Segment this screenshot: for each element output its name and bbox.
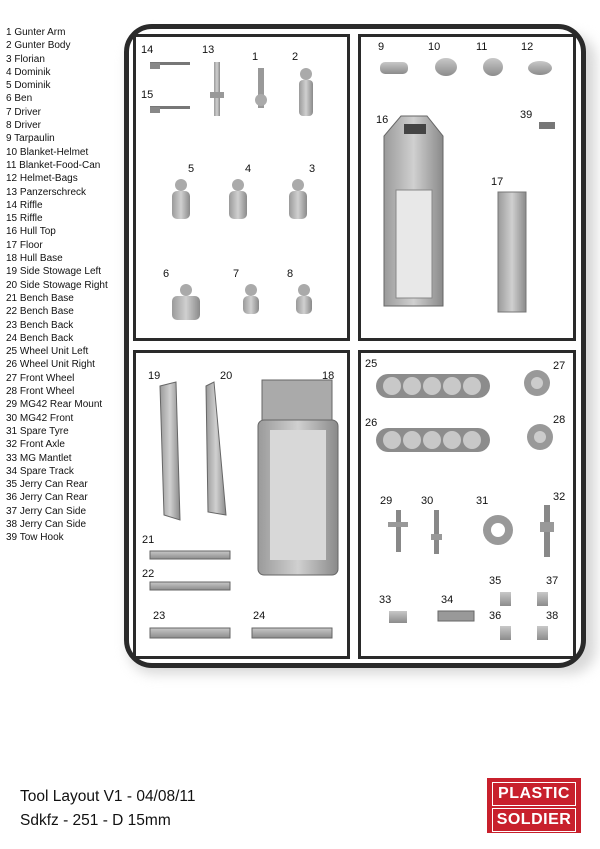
part-number-38: 38 [546,610,559,622]
figure-1-arm [255,68,267,108]
part-number-7: 7 [233,268,240,280]
part-number-17: 17 [491,176,504,188]
mg42-front-30 [431,510,442,554]
parts-list-item: 31 Spare Tyre [6,425,69,437]
part-number-34: 34 [441,594,454,606]
part-number-4: 4 [245,163,252,175]
figure-5 [172,179,190,219]
blanket-food-can-11 [483,58,503,76]
parts-list-item: 23 Bench Back [6,319,74,331]
parts-list-item: 37 Jerry Can Side [6,505,87,517]
front-axle-32 [540,505,554,557]
parts-list-item: 8 Driver [6,120,42,132]
bench-back-23 [150,628,230,638]
parts-list-item: 27 Front Wheel [6,372,75,384]
part-number-37: 37 [546,575,559,587]
wheel-unit-26 [376,428,490,452]
parts-list-item: 10 Blanket-Helmet [6,146,89,158]
parts-list-item: 25 Wheel Unit Left [6,346,89,358]
plastic-soldier-logo [487,778,581,833]
figure-8 [296,284,312,314]
parts-list-item: 19 Side Stowage Left [6,266,102,278]
figure-7 [243,284,259,314]
wheel-unit-25 [376,374,490,398]
jerry-can-38 [537,626,548,640]
parts-list-item: 7 Driver [6,106,42,118]
part-number-5: 5 [188,163,195,175]
part-number-39: 39 [520,109,533,121]
logo-line-2: SOLDIER [492,808,576,832]
part-number-8: 8 [287,268,294,280]
part-number-10: 10 [428,41,441,53]
parts-list-item: 13 Panzerschreck [6,186,87,198]
part-number-31: 31 [476,495,489,507]
part-number-19: 19 [148,370,161,382]
hull-base-18 [258,380,338,575]
parts-list-item: 12 Helmet-Bags [6,173,78,185]
parts-list-item: 22 Bench Base [6,306,74,318]
parts-list-item: 20 Side Stowage Right [6,279,108,291]
parts-list-item: 3 Florian [6,53,45,65]
bench-base-21 [150,551,230,559]
bench-back-24 [252,628,332,638]
jerry-can-37 [537,592,548,606]
part-number-20: 20 [220,370,233,382]
parts-list-item: 18 Hull Base [6,253,63,265]
part-number-3: 3 [309,163,316,175]
part-number-13: 13 [202,44,215,56]
side-stowage-20 [206,382,226,515]
blanket-helmet-10 [435,58,457,76]
part-number-2: 2 [292,51,299,63]
parts-list-item: 29 MG42 Rear Mount [6,399,103,411]
part-number-21: 21 [142,534,155,546]
part-number-30: 30 [421,495,434,507]
part-number-33: 33 [379,594,392,606]
parts-list-item: 39 Tow Hook [6,532,64,544]
figure-4 [229,179,247,219]
bench-base-22 [150,582,230,590]
spare-tyre-31 [483,515,513,545]
parts-list-item: 33 MG Mantlet [6,452,72,464]
part-number-12: 12 [521,41,534,53]
front-wheel-28 [527,424,553,450]
parts-list-item: 6 Ben [6,93,33,105]
parts-list-item: 11 Blanket-Food-Can [6,159,101,171]
part-number-32: 32 [553,491,566,503]
jerry-can-35 [500,592,511,606]
side-stowage-19 [160,382,180,520]
parts-list-item: 26 Wheel Unit Right [6,359,95,371]
parts-list-item: 30 MG42 Front [6,412,74,424]
parts-list-item: 14 Riffle [6,199,43,211]
hull-top-16 [384,116,443,306]
parts-list-item: 32 Front Axle [6,439,65,451]
parts-list-item: 34 Spare Track [6,465,74,477]
part-number-15: 15 [141,89,154,101]
mg42-rear-mount-29 [388,510,408,552]
parts-list-item: 17 Floor [6,239,43,251]
parts-list-item: 4 Dominik [6,66,51,78]
parts-list-item: 15 Riffle [6,213,43,225]
part-number-24: 24 [253,610,266,622]
part-number-9: 9 [378,41,385,53]
floor-17 [498,192,526,312]
part-number-35: 35 [489,575,502,587]
part-number-16: 16 [376,114,389,126]
part-number-25: 25 [365,358,378,370]
part-number-29: 29 [380,495,393,507]
part-number-27: 27 [553,360,566,372]
parts-list-item: 24 Bench Back [6,332,74,344]
part-number-22: 22 [142,568,155,580]
jerry-can-36 [500,626,511,640]
parts-list-item: 2 Gunter Body [6,40,71,52]
tarpaulin-9 [380,62,408,74]
figure-2 [299,68,313,116]
part-number-23: 23 [153,610,166,622]
part-number-26: 26 [365,417,378,429]
parts-list-item: 1 Gunter Arm [6,27,66,38]
part-number-18: 18 [322,370,335,382]
helmet-bags-12 [528,61,552,75]
logo-line-1: PLASTIC [492,782,576,806]
tow-hook-39 [539,122,555,129]
panzerschreck-13 [210,62,224,116]
parts-list-item: 16 Hull Top [6,226,56,238]
part-number-6: 6 [163,268,170,280]
parts-list-item: 36 Jerry Can Rear [6,492,88,504]
part-number-1: 1 [252,51,259,63]
parts-list-item: 5 Dominik [6,80,51,92]
parts-list-item: 35 Jerry Can Rear [6,479,88,491]
mg-mantlet-33 [389,611,407,623]
figure-6 [172,284,200,320]
part-number-36: 36 [489,610,502,622]
figure-3 [289,179,307,219]
spare-track-34 [438,611,474,621]
front-wheel-27 [524,370,550,396]
parts-list-item: 28 Front Wheel [6,386,75,398]
footer-tool-layout: Tool Layout V1 - 04/08/11 [20,788,196,805]
parts-list-item: 9 Tarpaulin [6,133,55,145]
part-number-14: 14 [141,44,154,56]
rifle-14 [150,62,190,69]
footer-model-name: Sdkfz - 251 - D 15mm [20,812,171,829]
parts-list-item: 38 Jerry Can Side [6,518,87,530]
part-number-28: 28 [553,414,566,426]
part-number-11: 11 [476,41,488,53]
rifle-15 [150,106,190,113]
parts-list-item: 21 Bench Base [6,292,74,304]
